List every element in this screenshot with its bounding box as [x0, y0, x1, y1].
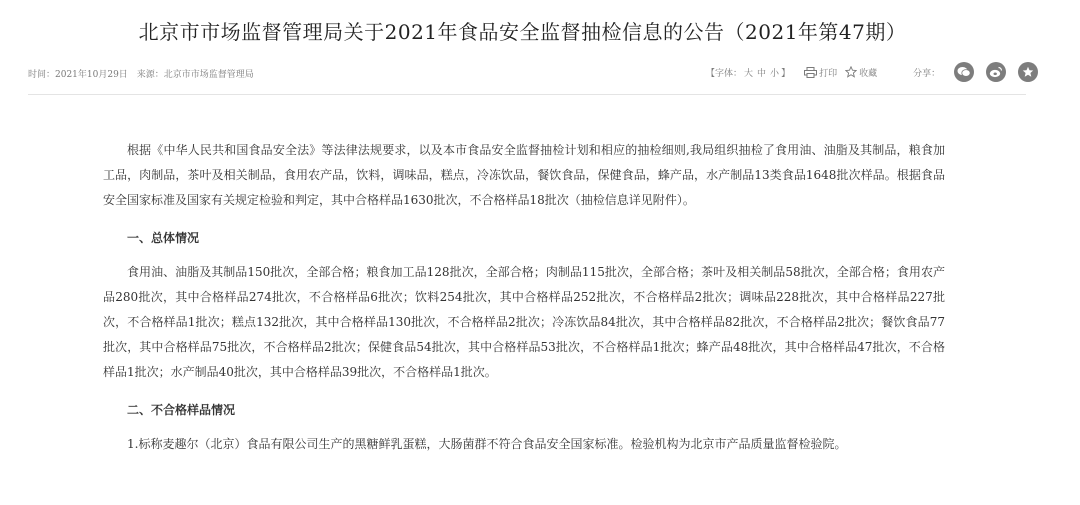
font-size-medium[interactable]: 中	[757, 68, 767, 79]
share-qzone-button[interactable]	[1018, 62, 1038, 82]
article-toolbar	[706, 62, 1050, 82]
font-size-small[interactable]: 小	[770, 68, 780, 79]
favorite-button[interactable]	[845, 66, 877, 79]
weibo-icon	[989, 66, 1003, 78]
star-icon	[845, 66, 857, 78]
intro-paragraph: 根据《中华人民共和国食品安全法》等法律法规要求，以及本市食品安全监督抽检计划和相应的抽检细则,我局组织抽检了食用油、油脂及其制品，粮食加工品，肉制品，茶叶及相关制品，食用农产品，饮料，调味品，糕点，冷冻饮品，餐饮食品，保健食品，蜂产品，水产制品13类食品1648批次样品。根据食品安全国家标准及国家有关规定检验和判定，其中合格样品1630批次，不合格样品18批次（抽检信息详见附件）。	[103, 143, 945, 207]
font-size-large[interactable]: 大	[744, 68, 754, 79]
favorite-label: 收藏	[859, 68, 878, 79]
printer-icon	[804, 67, 817, 78]
article-title: 北京市市场监督管理局关于2021年食品安全监督抽检信息的公告（2021年第47期）	[138, 20, 907, 44]
share-weibo-button[interactable]	[986, 62, 1006, 82]
overall-paragraph: 食用油、油脂及其制品150批次，全部合格；粮食加工品128批次，全部合格；肉制品115批次，全部合格；茶叶及相关制品58批次，全部合格；食用农产品280批次，其中合格样品274批次，不合格样品6批次；饮料254批次，其中合格样品252批次，不合格样品2批次；调味品228批次，其中合格样品227批次，不合格样品1批次；糕点132批次，其中合格样品130批次，不合格样品2批次；冷冻饮品84批次，其中合格样品82批次，不合格样品2批次；餐饮食品77批次，其中合格样品75批次，不合格样品2批次；保健食品54批次，其中合格样品53批次，不合格样品1批次；蜂产品48批次，其中合格样品47批次，不合格样品1批次；水产制品40批次，其中合格样品39批次，不合格样品1批次。	[103, 265, 945, 379]
qzone-icon	[1022, 66, 1034, 78]
section-heading-overall: 一、总体情况	[127, 231, 200, 245]
article-body	[103, 138, 945, 455]
header-divider	[28, 94, 1026, 95]
article-meta	[28, 67, 260, 80]
article-source: 来源：北京市市场监督管理局	[136, 70, 254, 80]
publish-date: 时间：2021年10月29日	[28, 70, 128, 80]
unqualified-item: 1.标称麦趣尔（北京）食品有限公司生产的黑糖鲜乳蛋糕，大肠菌群不符合食品安全国家标准。检验机构为北京市产品质量监督检验院。	[127, 437, 847, 451]
article-meta-bar	[28, 58, 1028, 86]
share-label: 分享：	[913, 68, 941, 79]
wechat-icon	[957, 66, 971, 78]
print-button[interactable]	[804, 66, 837, 79]
print-label: 打印	[819, 68, 838, 79]
share-wechat-button[interactable]	[954, 62, 974, 82]
font-size-control: 【字体： 大 中 小 】	[706, 68, 791, 79]
section-heading-unqualified: 二、不合格样品情况	[127, 403, 236, 417]
